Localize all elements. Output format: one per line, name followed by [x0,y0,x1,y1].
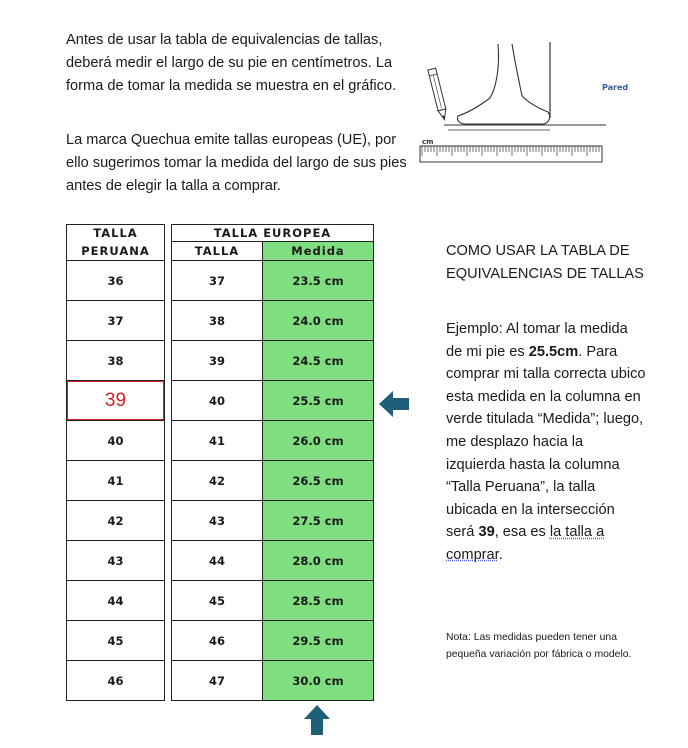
peruvian-row [67,301,165,341]
col-medida-header: Medida [263,242,374,261]
howto-t4: . [498,546,503,563]
peruvian-row [67,501,165,541]
note-text: Nota: Las medidas pueden tener una pequeña variación por fábrica o modelo. [446,632,632,660]
peruvian-row [67,621,165,661]
european-size-table [171,224,374,701]
european-size-cell: 43 [172,501,263,541]
howto-t1: Ejemplo: Al tomar la medida de mi pie es [446,321,628,360]
measure-cell: 23.5 cm [263,261,374,301]
measure-cell: 27.5 cm [263,501,374,541]
peruvian-row [67,461,165,501]
peruvian-row [67,541,165,581]
measure-cell: 28.0 cm [263,541,374,581]
european-size-cell: 47 [172,661,263,701]
european-row [172,421,374,461]
arrow-up-icon [301,704,333,736]
european-row [172,261,374,301]
european-row [172,541,374,581]
european-size-cell: 40 [172,381,263,421]
arrow-left-icon [378,388,410,420]
peruvian-row [67,261,165,301]
unit-label: cm [422,138,434,146]
european-size-cell: 38 [172,301,263,341]
measure-cell: 30.0 cm [263,661,374,701]
measure-cell: 29.5 cm [263,621,374,661]
peruvian-size-cell: 46 [67,661,165,701]
peruvian-size-cell: 45 [67,621,165,661]
peruvian-size-table [66,224,165,701]
european-row [172,381,374,421]
peruvian-size-cell: 40 [67,421,165,461]
howto-underlined: la talla a comprar [446,524,605,563]
european-row [172,461,374,501]
measure-cell: 28.5 cm [263,581,374,621]
foot-outline [457,44,549,124]
peruvian-size-cell: 43 [67,541,165,581]
european-size-cell: 45 [172,581,263,621]
howto-title: COMO USAR LA TABLA DE EQUIVALENCIAS DE TALLAS [446,243,644,282]
european-group-header: TALLA EUROPEA [172,225,374,242]
european-size-cell: 37 [172,261,263,301]
measure-cell: 24.0 cm [263,301,374,341]
peruvian-size-cell: 36 [67,261,165,301]
peruvian-header-line2: PERUANA [67,242,165,261]
intro-paragraph-2: La marca Quechua emite tallas europeas (UE), por ello sugerimos tomar la medida del largo de sus pies antes de elegir la talla a comprar. [66,132,407,194]
peruvian-size-cell: 44 [67,581,165,621]
european-size-cell: 44 [172,541,263,581]
european-row [172,661,374,701]
peruvian-row [67,381,165,421]
peruvian-header-line1: TALLA [67,225,165,242]
peruvian-size-cell: 42 [67,501,165,541]
peruvian-row [67,341,165,381]
european-row [172,341,374,381]
european-row [172,581,374,621]
european-size-cell: 46 [172,621,263,661]
european-row [172,621,374,661]
measure-cell: 24.5 cm [263,341,374,381]
peruvian-row [67,581,165,621]
howto-text [446,318,646,567]
peruvian-size-highlighted: 39 [67,381,165,421]
measure-cell: 26.0 cm [263,421,374,461]
howto-size-bold: 39 [478,524,495,541]
peruvian-size-cell: 41 [67,461,165,501]
european-size-cell: 39 [172,341,263,381]
peruvian-size-cell: 37 [67,301,165,341]
foot-measurement-figure [416,38,632,172]
european-size-cell: 41 [172,421,263,461]
peruvian-size-cell: 38 [67,341,165,381]
howto-t3: , esa es [494,524,550,541]
measure-cell: 26.5 cm [263,461,374,501]
howto-measure-bold: 25.5cm [528,343,579,360]
european-row [172,301,374,341]
howto-t2: . Para comprar mi talla correcta ubico esta medida en la columna en verde titulada “Medida”; luego, me desplazo hacia la izquierda hasta la columna “Talla Peruana”, la talla ubicada en la intersección será [446,343,646,541]
ruler [420,146,602,162]
col-talla-header: TALLA [172,242,263,261]
peruvian-row [67,421,165,461]
european-size-cell: 42 [172,461,263,501]
european-row [172,501,374,541]
peruvian-row [67,661,165,701]
wall-label: Pared [602,83,629,92]
intro-paragraph-1: Antes de usar la tabla de equivalencias de tallas, deberá medir el largo de su pie en centímetros. La forma de tomar la medida se muestra en el gráfico. [66,32,397,94]
measure-cell: 25.5 cm [263,381,374,421]
pencil-icon [428,68,448,120]
